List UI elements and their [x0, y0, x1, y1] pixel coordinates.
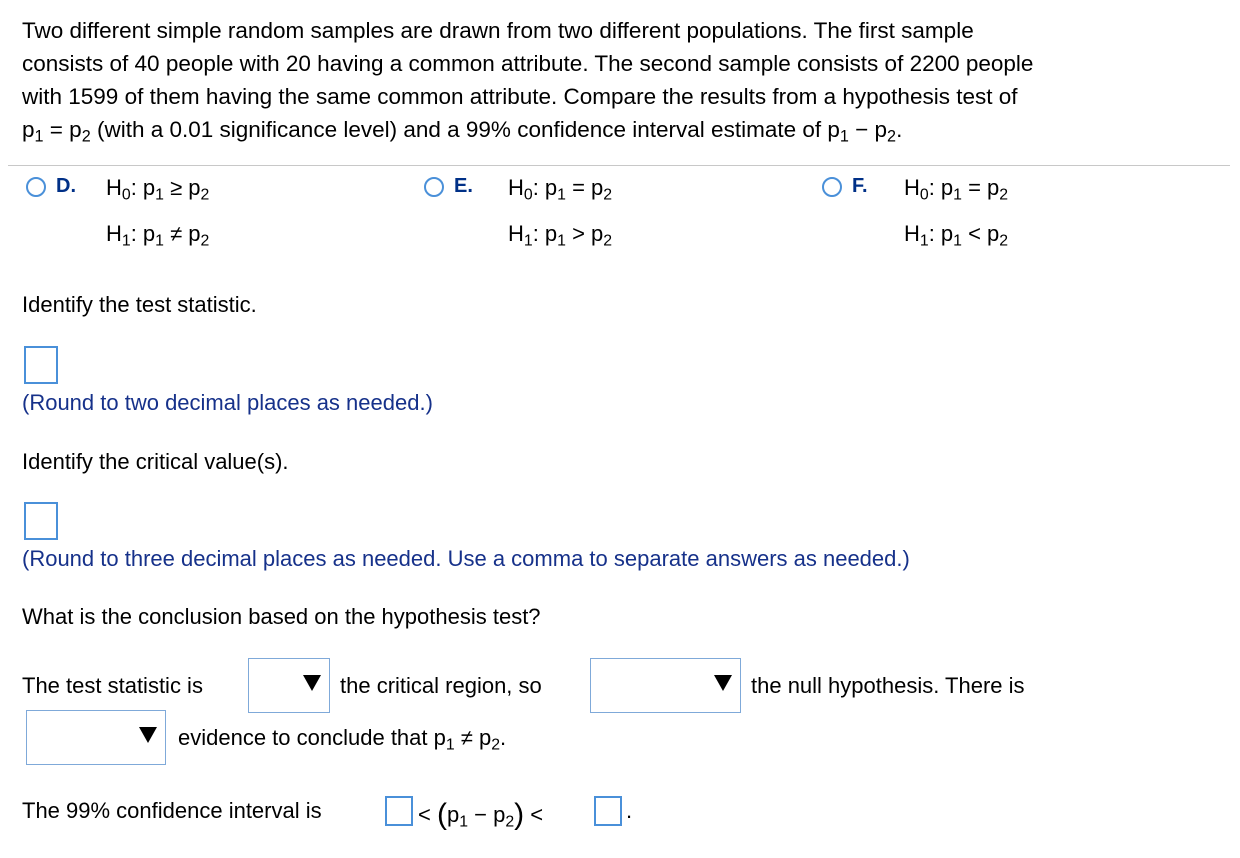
section-divider: [8, 165, 1230, 166]
dropdown-arrow-icon[interactable]: [139, 727, 157, 743]
choice-e[interactable]: [424, 175, 784, 255]
choice-d-h0: $H_0$: $p_1 \ge p_2$: [106, 175, 210, 204]
critical-values-prompt: Identify the critical value(s).: [22, 449, 289, 474]
conclusion-text-1: The test statistic is: [22, 673, 203, 698]
interval-upper-input[interactable]: [594, 796, 622, 826]
question-text: [22, 14, 1222, 146]
choice-f-h0: $H_0$: $p_1 = p_2$: [904, 175, 1009, 204]
interval-end-period: .: [626, 798, 633, 823]
question-line-1: Two different simple random samples are drawn from two different populations. The first sample: [22, 18, 974, 43]
choice-e-h1: $H_1$: $p_1 > p_2$: [508, 221, 613, 250]
choice-d-h1: $H_1$: $p_1 \ne p_2$: [106, 221, 210, 250]
choice-f[interactable]: [822, 175, 1182, 255]
confidence-interval-label: The 99% confidence interval is: [22, 798, 322, 823]
question-line-2: consists of 40 people with 20 having a common attribute. The second sample consists of 2200 people: [22, 51, 1034, 76]
interval-expression: < $(p_1 - p_2)$ <: [418, 798, 544, 831]
conclusion-text-4: evidence to conclude that $p_1 \ne p_2$.: [178, 725, 507, 754]
conclusion-text-2: the critical region, so: [340, 673, 542, 698]
choice-f-h1: $H_1$: $p_1 < p_2$: [904, 221, 1009, 250]
choice-f-letter: F.: [852, 175, 868, 197]
null-hypothesis-decision-select[interactable]: [590, 658, 741, 713]
question-line-4: $p_1 = p_2$ (with a 0.01 significance level) and a 99% confidence interval estimate of $p_1 - p_2$.: [22, 117, 903, 146]
critical-values-input[interactable]: [24, 502, 58, 540]
question-line-3: with 1599 of them having the same common attribute. Compare the results from a hypothesis test of: [22, 84, 1018, 109]
choice-d-letter: D.: [56, 175, 76, 197]
test-statistic-hint: (Round to two decimal places as needed.): [22, 390, 433, 415]
choice-d[interactable]: [26, 175, 386, 255]
conclusion-prompt: What is the conclusion based on the hypothesis test?: [22, 604, 541, 629]
choice-e-radio[interactable]: [424, 177, 444, 197]
critical-values-hint: (Round to three decimal places as needed. Use a comma to separate answers as needed.): [22, 546, 910, 571]
dropdown-arrow-icon[interactable]: [303, 675, 321, 691]
evidence-select[interactable]: [26, 710, 166, 765]
choice-d-radio[interactable]: [26, 177, 46, 197]
choice-e-letter: E.: [454, 175, 473, 197]
conclusion-text-3: the null hypothesis. There is: [751, 673, 1025, 698]
test-statistic-region-select[interactable]: [248, 658, 330, 713]
dropdown-arrow-icon[interactable]: [714, 675, 732, 691]
test-statistic-input[interactable]: [24, 346, 58, 384]
test-statistic-prompt: Identify the test statistic.: [22, 292, 257, 317]
choice-e-h0: $H_0$: $p_1 = p_2$: [508, 175, 613, 204]
choice-f-radio[interactable]: [822, 177, 842, 197]
interval-lower-input[interactable]: [385, 796, 413, 826]
